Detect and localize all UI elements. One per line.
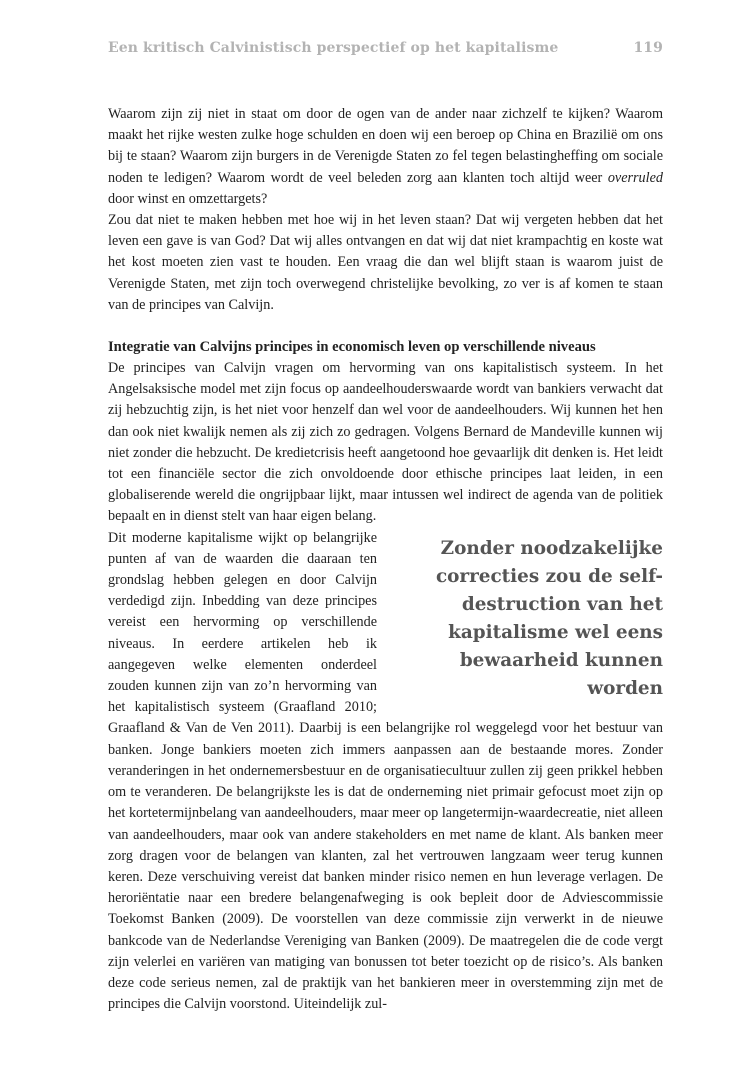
paragraph-1-italic: overruled (607, 169, 663, 186)
section-heading: Integratie van Calvijns principes in economisch leven op verschillende niveaus (108, 339, 596, 356)
pull-quote: Zonder noodzakelijke correcties zou de self-destruction van het kapitalisme wel eens bewaarheid kunnen worden (435, 537, 663, 699)
paragraph-1 (108, 104, 663, 210)
section-paragraph-1 (108, 358, 663, 528)
paragraph-1-text-b: door winst en omzettargets? (108, 190, 268, 207)
running-title: Een kritisch Calvinistisch perspectief op het kapitalisme (108, 40, 559, 56)
section-text-intro: De principes van Calvijn vragen om hervorming van ons kapitalistisch systeem. In het Angelsaksische model met zijn focus op aandeelhouderswaarde wordt van bankiers verwacht dat zij hebzuchtig zijn, is het niet voor henzelf dan wel voor de aandeelhouders. Wij kunnen het hen dan ook niet kwalijk nemen als zij zich zo gedragen. Volgens Bernard de Mandeville kunnen wij niet zonder die hebzucht. De kredietcrisis heeft aangetoond hoe gevaarlijk dit denken is. Het leidt tot een financiële sector die zich onvoldoende door ethische principes laat leiden, in een globaliserende wereld die ongrijpbaar lijkt, maar intussen wel indirect de agenda van de politiek bepaalt en in dienst stelt van haar eigen belang. (108, 360, 663, 525)
section-paragraph-2 (108, 528, 663, 1016)
page-body (108, 104, 663, 1015)
running-header (108, 40, 663, 56)
paragraph-1-text-a: Waarom zijn zij niet in staat om door de ogen van de ander naar zichzelf te kijken? Waarom maakt het rijke westen zulke hoge schulden en doen wij een beroep op China en Brazilië om ons bij te staan? Waarom zijn burgers in de Verenigde Staten zo fel tegen belastingheffing om sociale noden te ledigen? Waarom wordt de veel beleden zorg aan klanten toch altijd weer (108, 106, 663, 186)
section-text-main: Dit moderne kapitalisme wijkt op belangrijke punten af van de waarden die daaraan ten grondslag hebben gelegen en door Calvijn verdedigd zijn. Inbedding van deze principes vereist een hervorming op verschillende niveaus. In eerdere artikelen heb ik aangegeven welke elementen onderdeel zouden kunnen zijn van zo’n hervorming van het kapitalistisch systeem (Graafland 2010; Graafland & Van de Ven 2011). Daarbij is een belangrijke rol weggelegd voor het bestuur van banken. Jonge bankiers moeten zich immers aanpassen aan de bestaande mores. Zonder veranderingen in het ondernemersbestuur en de organisatiecultuur zullen zij geen prikkel hebben om te veranderen. De belangrijkste les is dat de onderneming niet primair gefocust moet zijn op het kortetermijnbelang van aandeelhouders, maar meer op langetermijn-waardecreatie, niet alleen van aandeelhouders, maar ook van andere stakeholders en met name de klant. Als banken meer zorg dragen voor de belangen van klanten, zal het vertrouwen langzaam weer terug kunnen keren. Deze verschuiving vereist dat banken minder risico nemen en hun leverage verlagen. De heroriëntatie naar een bredere belangenafweging is ook bepleit door de Adviescommissie Toekomst Banken (2009). De voorstellen van deze commissie zijn verwerkt in de nieuwe bankcode van de Nederlandse Vereniging van Banken (2009). De maatregelen die de code vergt zijn velerlei en variëren van matiging van bonussen tot beter toezicht op de risico’s. Als banken deze code serieus nemen, zal de praktijk van het bankieren meer in overstemming zijn met de principes die Calvijn voorstond. Uiteindelijk zul- (108, 529, 663, 1013)
page-number: 119 (633, 40, 663, 56)
paragraph-2: Zou dat niet te maken hebben met hoe wij in het leven staan? Dat wij vergeten hebben dat het leven een gave is van God? Dat wij alles ontvangen en dat wij dat niet krampachtig en koste wat het kost moeten zien vast te houden. Een vraag die dan wel blijft staan is waarom juist de Verenigde Staten, met zijn toch overwegend christelijke bevolking, zo ver is af komen te staan van de principes van Calvijn. (108, 212, 663, 313)
